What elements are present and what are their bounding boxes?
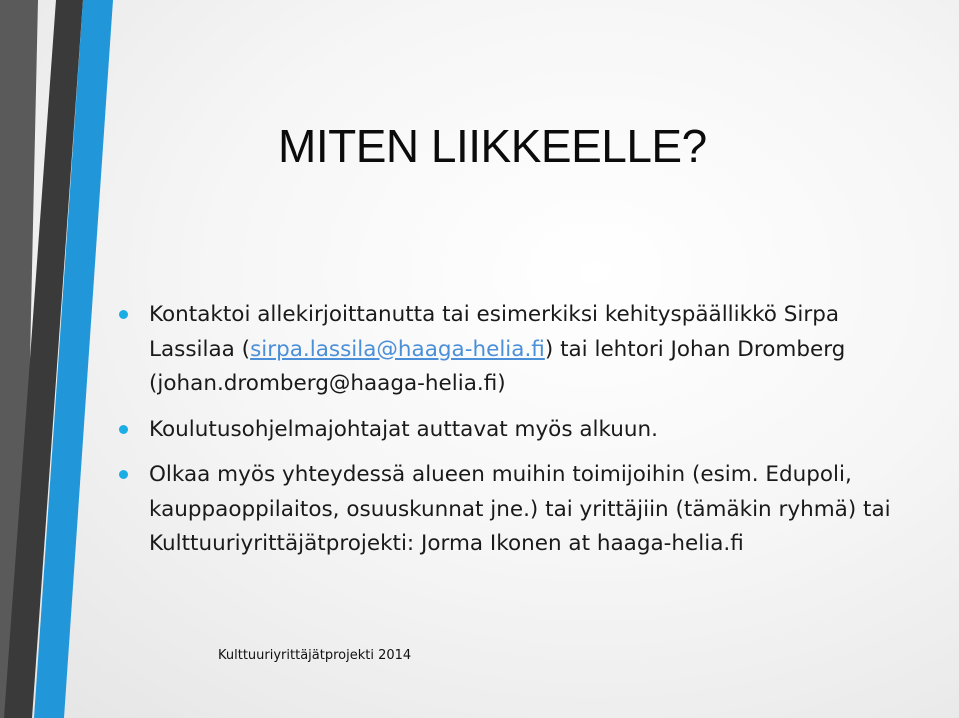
bullet-item-program-directors [116,413,896,448]
bullet-list [116,298,896,573]
bullet-text: ) tai lehtori Johan Dromberg (johan.dromberg@haaga-helia.fi) [149,336,846,396]
decorative-stripes [0,0,120,718]
bullet-item-contact [116,298,896,402]
bullet-item-other-actors [116,458,896,562]
bullet-text: Olkaa myös yhteydessä alueen muihin toimijoihin (esim. Edupoli, kauppaoppilaitos, osuuskunnat jne.) tai yrittäjiin (tämäkin ryhmä) tai Kulttuuriyrittäjätprojekti: Jorma Ikonen at haaga-helia.fi [149,462,891,556]
email-link-sirpa[interactable]: sirpa.lassila@haaga-helia.fi [250,336,545,362]
bullet-text: Koulutusohjelmajohtajat auttavat myös alkuun. [149,416,659,442]
slide-footer: Kulttuuriyrittäjätprojekti 2014 [218,648,412,663]
slide-title: MITEN LIIKKEELLE? [278,120,707,172]
bullet-text: Kontaktoi allekirjoittanutta tai esimerkiksi kehityspäällikkö Sirpa Lassilaa ( [149,302,840,362]
